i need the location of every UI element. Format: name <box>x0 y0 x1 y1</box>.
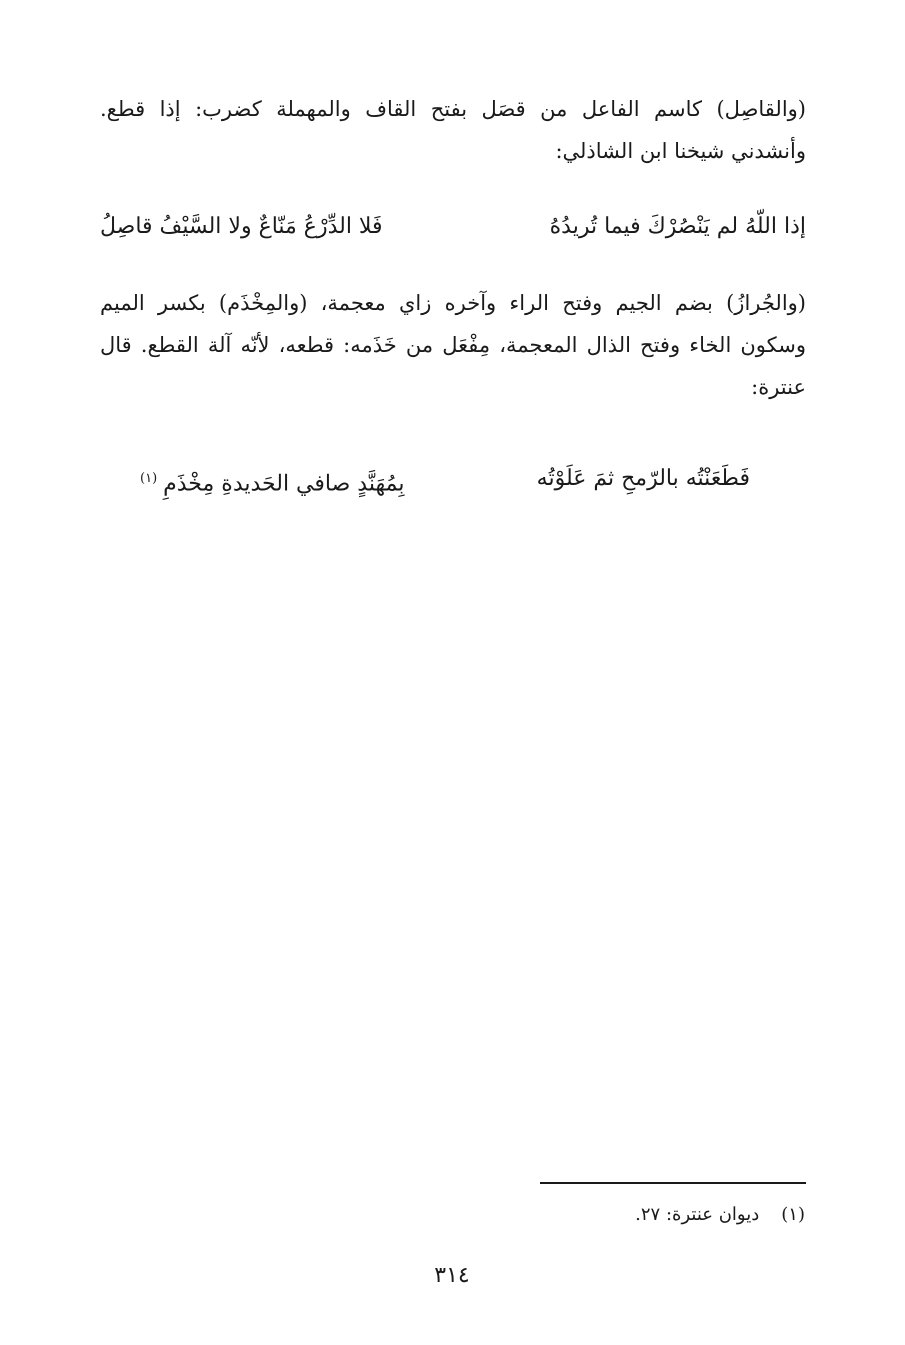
footnote-reference[interactable]: (١) <box>140 471 158 486</box>
footnote-text: ديوان عنترة: ٢٧. <box>635 1204 760 1225</box>
paragraph-juraz-mikhdham-definition: (والجُرازُ) بضم الجيم وفتح الراء وآخره زاي معجمة، (والمِخْذَم) بكسر الميم وسكون الخاء وفتح الذال المعجمة، مِفْعَل من خَذَمه: قطعه، لأنّه آلة القطع. قال عنترة: <box>100 291 806 399</box>
verse-1-first-hemistich: إذا اللّهُ لم يَنْصُرْكَ فيما تُريدُهُ <box>549 214 806 239</box>
verse-couplet-2 <box>140 457 750 501</box>
verse-2-second-hemistich: بِمُهَنَّدٍ صافي الحَديدةِ مِخْذَمِ <box>163 471 405 497</box>
verse-1-second-hemistich: فَلا الدِّرْعُ مَنّاعٌ ولا السَّيْفُ قاصِلُ <box>100 214 383 239</box>
footnote-number: (١) <box>781 1204 805 1225</box>
verse-2-second-hemistich-wrap <box>140 457 404 506</box>
footnote-divider <box>540 1182 806 1184</box>
verse-2-first-hemistich: فَطَعَنْتُه بالرّمحِ ثمَ عَلَوْتُه <box>536 466 750 491</box>
paragraph-qasil-definition: (والقاصِل) كاسم الفاعل من قصَل بفتح القاف والمهملة كضرب: إذا قطع. وأنشدني شيخنا ابن الشاذلي: <box>100 97 806 163</box>
verse-couplet-1 <box>100 205 806 249</box>
footnote <box>635 1200 805 1230</box>
page-number: ٣١٤ <box>434 1263 470 1288</box>
